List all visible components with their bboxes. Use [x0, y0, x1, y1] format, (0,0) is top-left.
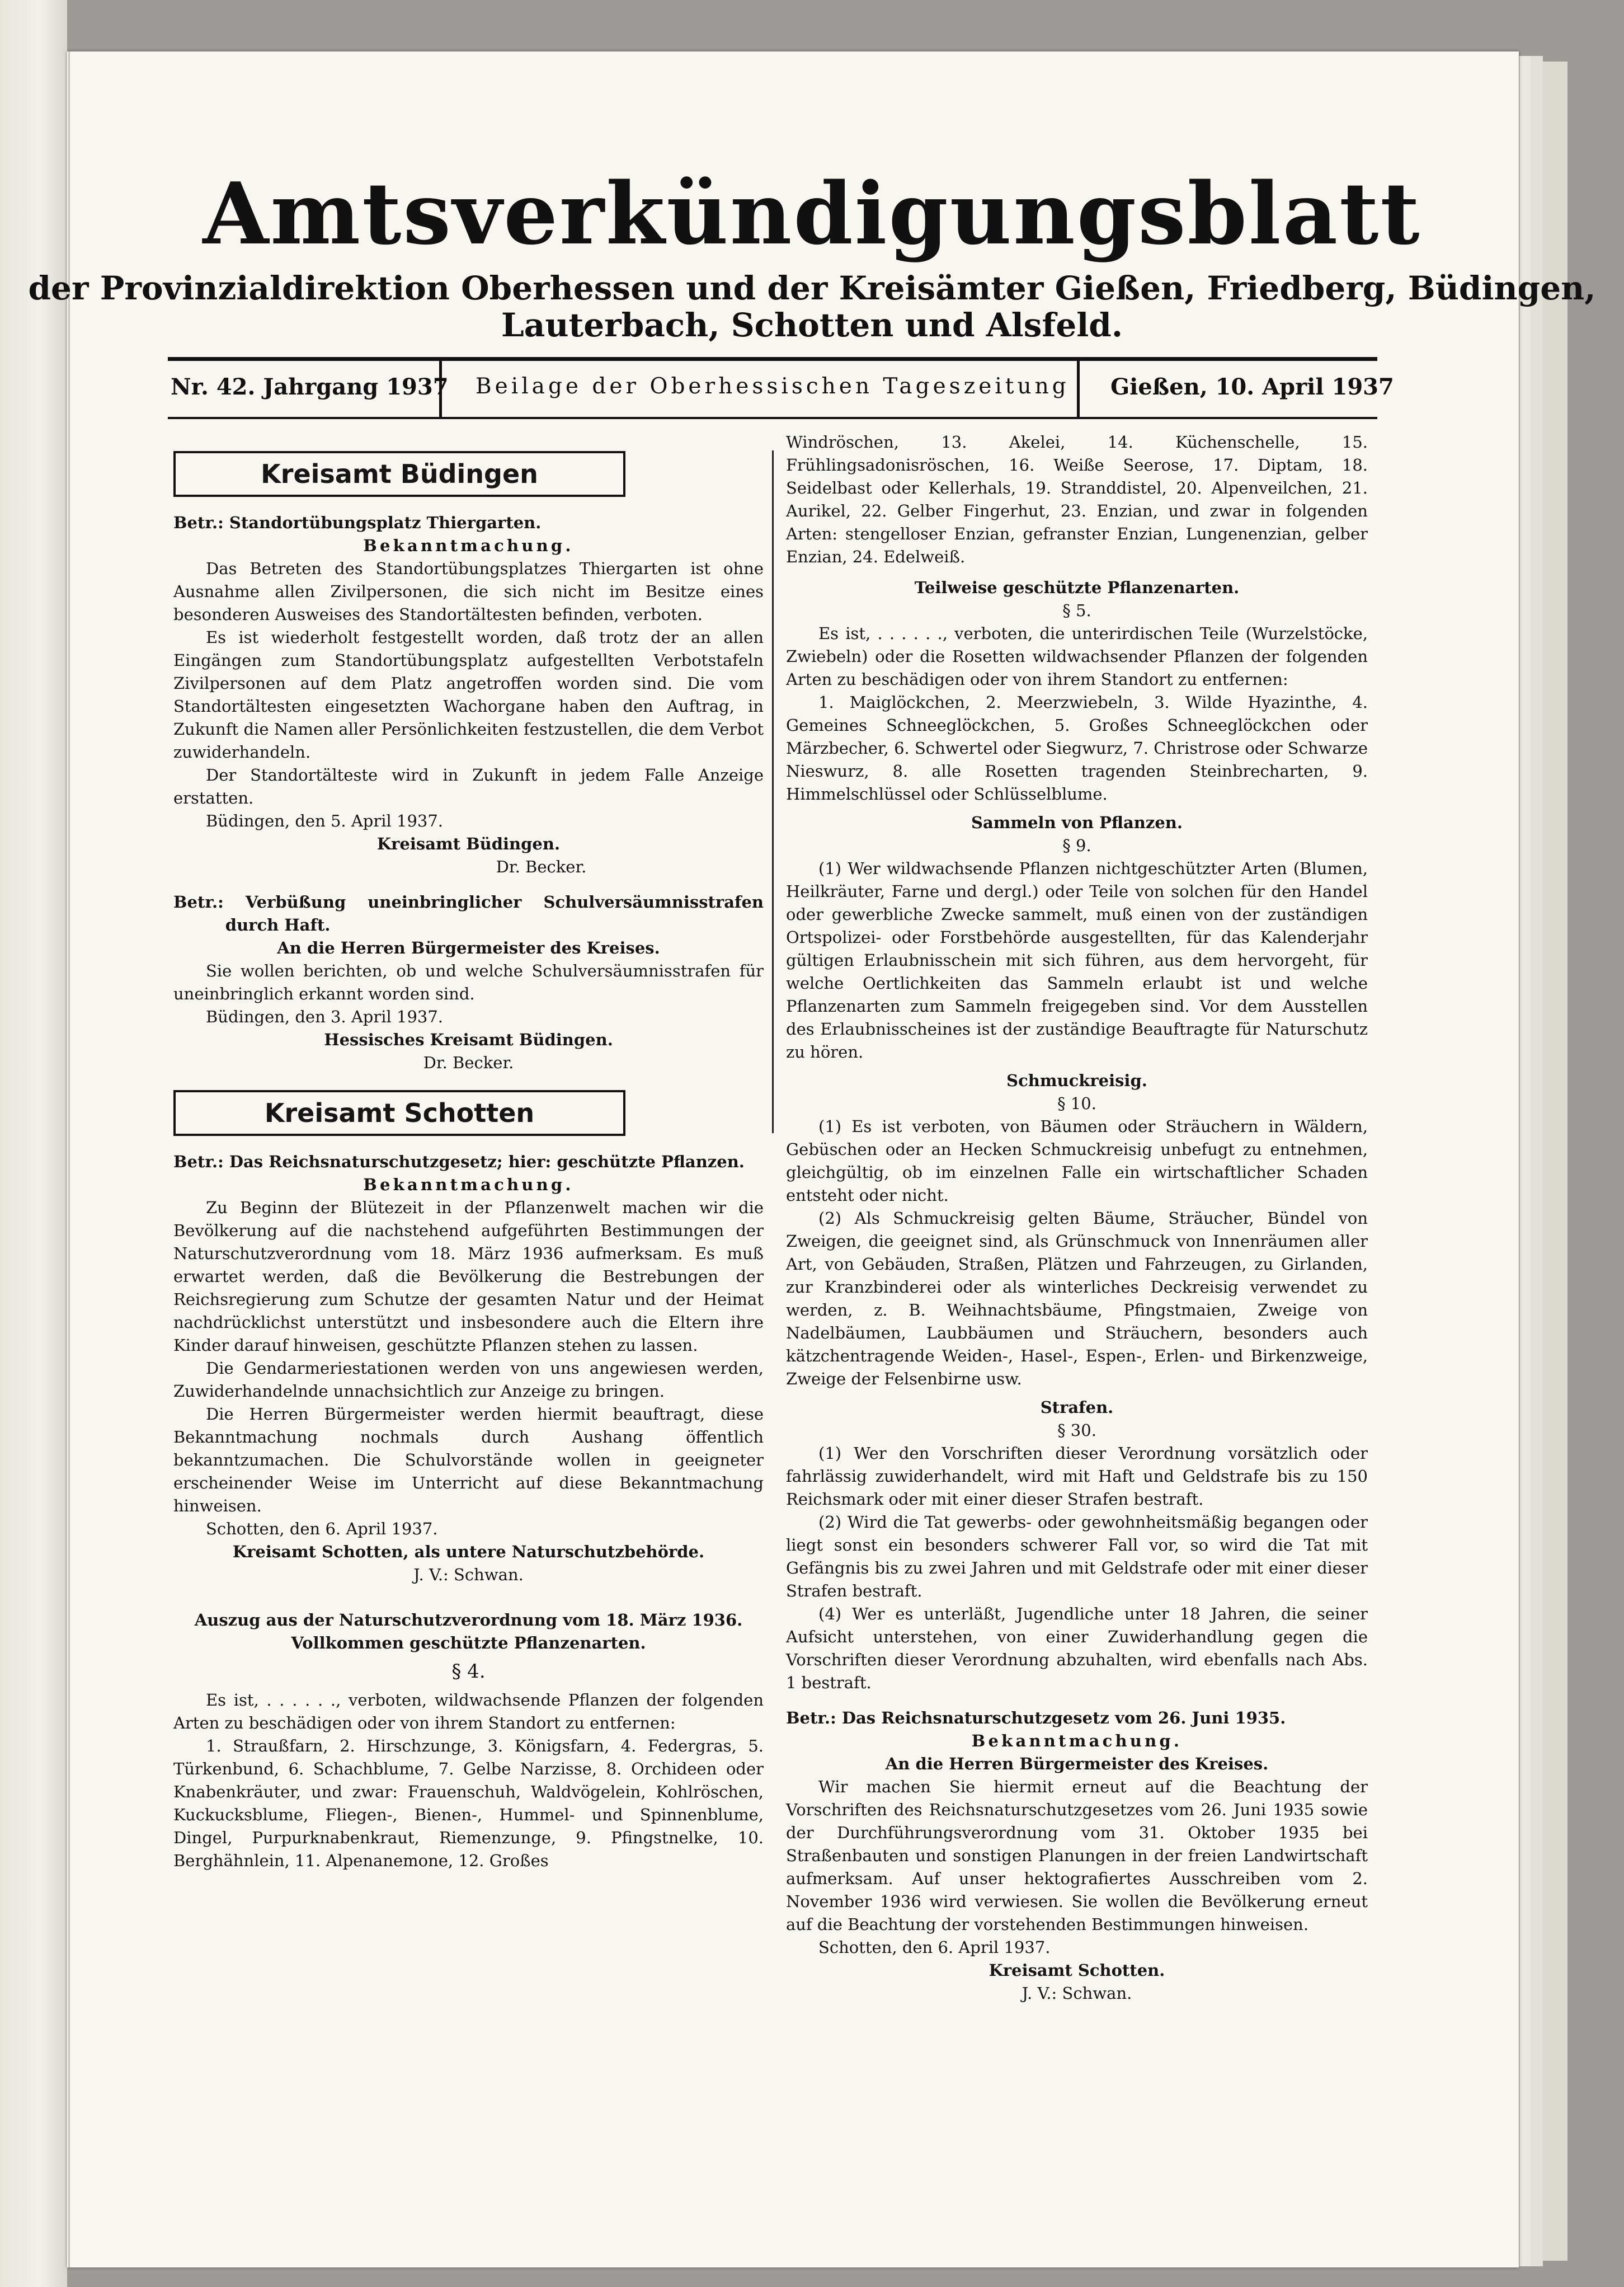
- paragraph: Es ist wiederholt festgestellt worden, daß trotz der an allen Eingängen zum Standortübungsplatz aufgestellten Verbotstafeln Zivilpersonen auf dem Platz angetroffen worden sind. Die vom Standortältesten eingesetzten Wachorgane haben den Auftrag, in Zukunft die Namen aller Persönlichkeiten festzustellen, die dem Verbot zuwiderhandeln.: [173, 628, 764, 762]
- paragraph: (4) Wer es unterläßt, Jugendliche unter 18 Jahren, die seiner Aufsicht unterstehen, von einer Zuwiderhandlung gegen die Vorschriften dieser Verordnung abzuhalten, wird ebenfalls nach Abs. 1 bestraft.: [786, 1604, 1368, 1692]
- section-subtitle: Schmuckreisig.: [1006, 1071, 1147, 1090]
- infobar-bottom-rule: [168, 417, 1377, 419]
- supplement-title: Beilage der Oberhessischen Tageszeitung: [476, 374, 1070, 399]
- spine-line: [68, 51, 70, 2267]
- place-date-line: Schotten, den 6. April 1937.: [206, 1519, 438, 1538]
- place-date-line: Büdingen, den 5. April 1937.: [206, 811, 444, 830]
- signature-name: Dr. Becker.: [423, 1053, 514, 1072]
- signature-authority: Kreisamt Schotten, als untere Naturschutzbehörde.: [232, 1542, 705, 1561]
- section-subtitle: Teilweise geschützte Pflanzenarten.: [914, 578, 1240, 597]
- place-date-line: Büdingen, den 3. April 1937.: [206, 1007, 444, 1026]
- issue-number: Nr. 42. Jahrgang 1937: [171, 374, 449, 400]
- notice-addressee: An die Herren Bürgermeister des Kreises.: [885, 1754, 1269, 1773]
- subject-line: Betr.: Das Reichsnaturschutzgesetz vom 26. Juni 1935.: [786, 1708, 1286, 1727]
- notice-title: An die Herren Bürgermeister des Kreises.: [277, 938, 660, 957]
- paragraph-number: § 5.: [1062, 601, 1091, 620]
- subject-line: Betr.: Verbüßung uneinbringlicher Schulversäumnisstrafen durch Haft.: [173, 893, 764, 934]
- section-subtitle: Strafen.: [1040, 1398, 1114, 1417]
- notice-title: Bekanntmachung.: [971, 1731, 1183, 1750]
- signature-authority: Hessisches Kreisamt Büdingen.: [324, 1030, 613, 1049]
- masthead-subtitle-line2: Lauterbach, Schotten und Alsfeld.: [501, 306, 1123, 344]
- infobar-divider: [1077, 361, 1080, 417]
- paragraph-number: § 4.: [451, 1660, 486, 1683]
- place-date-line: Schotten, den 6. April 1937.: [818, 1938, 1051, 1957]
- paragraph: Wir machen Sie hiermit erneut auf die Beachtung der Vorschriften des Reichsnaturschutzgesetzes vom 26. Juni 1935 sowie der Durchführungsverordnung vom 31. Oktober 1935 bei Straßenbauten und sonstigen Planungen in der freien Landwirtschaft aufmerksam. Auf unser hektografiertes Ausschreiben vom 2. November 1936 wird verwiesen. Sie wollen die Bevölkerung erneut auf die Beachtung der vorstehenden Bestimmungen hinweisen.: [786, 1777, 1368, 1934]
- signature-authority: Kreisamt Büdingen.: [376, 834, 561, 853]
- paragraph-number: § 30.: [1057, 1421, 1096, 1440]
- subject-line: Betr.: Das Reichsnaturschutzgesetz; hier: geschützte Pflanzen.: [173, 1152, 745, 1171]
- paragraph-number: § 10.: [1057, 1094, 1096, 1113]
- paragraph: Zu Beginn der Blütezeit in der Pflanzenwelt machen wir die Bevölkerung auf die nachstehend aufgeführten Bestimmungen der Naturschutzverordnung vom 18. März 1936 aufmerksam. Es muß erwartet werden, daß die Bevölkerung die Bestrebungen der Reichsregierung zum Schutze der gesamten Natur und der Heimat nachdrücklichst unterstützt und insbesondere auch die Eltern ihre Kinder darauf hinweisen, geschützte Pflanzen stehen zu lassen.: [173, 1198, 764, 1355]
- paragraph: Die Herren Bürgermeister werden hiermit beauftragt, diese Bekanntmachung nochmals durch Aushang öffentlich bekanntzumachen. Die Schulvorstände wollen in geeigneter erscheinender Weise im Unterricht auf diese Bekanntmachung hinweisen.: [173, 1405, 764, 1515]
- infobar-top-rule: [168, 357, 1377, 361]
- section-header-buedingen: Kreisamt Büdingen: [173, 451, 625, 497]
- paragraph: (1) Es ist verboten, von Bäumen oder Sträuchern in Wäldern, Gebüschen oder an Hecken Schmuckreisig unbefugt zu entnehmen, gleichgültig, ob im einzelnen Falle ein wirtschaftlicher Schaden entsteht oder nicht.: [786, 1117, 1368, 1205]
- column-separator: [772, 450, 774, 1133]
- signature-name: J. V.: Schwan.: [413, 1565, 524, 1584]
- notice-title: Bekanntmachung.: [363, 1175, 574, 1194]
- right-column: [786, 431, 1368, 2005]
- paragraph: (2) Als Schmuckreisig gelten Bäume, Sträucher, Bündel von Zweigen, die geeignet sind, als Grünschmuck von Innenräumen aller Art, von Gebäuden, Straßen, Plätzen und Fahrzeugen, zu Girlanden, zur Kranzbinderei oder als winterliches Deckreisig verwendet zu werden, z. B. Weihnachtsbäume, Pfingstmaien, Zweige von Nadelbäumen, Laubbäumen und Sträuchern, besonders auch kätzchentragende Weiden-, Hasel-, Espen-, Erlen- und Birkenzweige, Zweige der Felsenbirne usw.: [786, 1209, 1368, 1388]
- paragraph: (2) Wird die Tat gewerbs- oder gewohnheitsmäßig begangen oder liegt sonst ein besonders schwerer Fall vor, so wird die Tat mit Gefängnis bis zu zwei Jahren und mit Geldstrafe oder mit einer dieser Strafen bestraft.: [786, 1513, 1368, 1600]
- notice-title: Bekanntmachung.: [363, 536, 574, 555]
- signature-name: Dr. Becker.: [496, 857, 587, 876]
- paragraph: Das Betreten des Standortübungsplatzes Thiergarten ist ohne Ausnahme allen Zivilpersonen, die sich nicht im Besitze eines besonderen Ausweises des Standortältesten befinden, verboten.: [173, 559, 764, 624]
- paragraph: (1) Wer den Vorschriften dieser Verordnung vorsätzlich oder fahrlässig zuwiderhandelt, wird mit Haft und Geldstrafe bis zu 150 Reichsmark oder mit einer dieser Strafen bestraft.: [786, 1444, 1368, 1509]
- excerpt-title: Auszug aus der Naturschutzverordnung vom 18. März 1936.: [194, 1610, 743, 1629]
- left-column: [173, 448, 764, 1872]
- excerpt-subtitle: Vollkommen geschützte Pflanzenarten.: [291, 1633, 646, 1652]
- paragraph: 1. Straußfarn, 2. Hirschzunge, 3. Königsfarn, 4. Federgras, 5. Türkenbund, 6. Schachblume, 7. Gelbe Narzisse, 8. Orchideen oder Knabenkräuter, und zwar: Frauenschuh, Waldvögelein, Kohlröschen, Kuckucksblume, Fliegen-, Bienen-, Hummel- und Spinnenblume, Dingel, Purpurknabenkraut, Riemenzunge, 9. Pfingstnelke, 10. Berghähnlein, 11. Alpenanemone, 12. Großes: [173, 1736, 764, 1870]
- paragraph: Es ist, . . . . . ., verboten, wildwachsende Pflanzen der folgenden Arten zu beschädigen oder von ihrem Standort zu entfernen:: [173, 1690, 764, 1732]
- paragraph: Es ist, . . . . . ., verboten, die unterirdischen Teile (Wurzelstöcke, Zwiebeln) oder die Rosetten wildwachsender Pflanzen der folgenden Arten zu beschädigen oder von ihrem Standort zu entfernen:: [786, 624, 1368, 689]
- page-edge: [1531, 56, 1543, 2266]
- page-edge: [1543, 62, 1567, 2261]
- paragraph: 1. Maiglöckchen, 2. Meerzwiebeln, 3. Wilde Hyazinthe, 4. Gemeines Schneeglöckchen, 5. Großes Schneeglöckchen oder Märzbecher, 6. Schwertel oder Siegwurz, 7. Christrose oder Schwarze Nieswurz, 8. alle Rosetten tragenden Steinbrecharten, 9. Himmelschlüssel oder Schlüsselblume.: [786, 693, 1368, 804]
- paragraph: Windröschen, 13. Akelei, 14. Küchenschelle, 15. Frühlingsadonisröschen, 16. Weiße Seerose, 17. Diptam, 18. Seidelbast oder Kellerhals, 19. Stranddistel, 20. Alpenveilchen, 21. Aurikel, 22. Gelber Fingerhut, 23. Enzian, und zwar in folgenden Arten: stengelloser Enzian, gefranster Enzian, Lungenenzian, gelber Enzian, 24. Edelweiß.: [786, 433, 1368, 566]
- paragraph: Die Gendarmeriestationen werden von uns angewiesen werden, Zuwiderhandelnde unnachsichtlich zur Anzeige zu bringen.: [173, 1359, 764, 1401]
- masthead-title: Amtsverkündigungsblatt: [203, 163, 1421, 264]
- place-date: Gießen, 10. April 1937: [1110, 374, 1394, 400]
- page-edge: [1519, 56, 1531, 2266]
- masthead-subtitle: [0, 270, 1624, 344]
- paragraph: (1) Wer wildwachsende Pflanzen nichtgeschützter Arten (Blumen, Heilkräuter, Farne und dergl.) oder Teile von solchen für den Handel oder gewerbliche Zwecke sammelt, muß einen von der zuständigen Ortspolizei- oder Forstbehörde ausgestellten, für das Kalenderjahr gültigen Erlaubnisschein mit sich führen, aus dem hervorgeht, für welche Oertlichkeiten das Sammeln erlaubt ist und welche Pflanzenarten zum Sammeln freigegeben sind. Vor dem Ausstellen des Erlaubnisscheines ist der zuständige Beauftragte für Naturschutz zu hören.: [786, 859, 1368, 1062]
- paragraph: Sie wollen berichten, ob und welche Schulversäumnisstrafen für uneinbringlich erkannt worden sind.: [173, 961, 764, 1003]
- signature-authority: Kreisamt Schotten.: [988, 1961, 1165, 1980]
- subject-line: Betr.: Standortübungsplatz Thiergarten.: [173, 513, 542, 532]
- paragraph-number: § 9.: [1062, 836, 1091, 855]
- section-header-schotten: Kreisamt Schotten: [173, 1090, 625, 1136]
- section-subtitle: Sammeln von Pflanzen.: [971, 813, 1183, 832]
- masthead-subtitle-line1: der Provinzialdirektion Oberhessen und der Kreisämter Gießen, Friedberg, Büdingen,: [28, 269, 1596, 307]
- signature-name: J. V.: Schwan.: [1022, 1984, 1132, 2003]
- paragraph: Der Standortälteste wird in Zukunft in jedem Falle Anzeige erstatten.: [173, 766, 764, 807]
